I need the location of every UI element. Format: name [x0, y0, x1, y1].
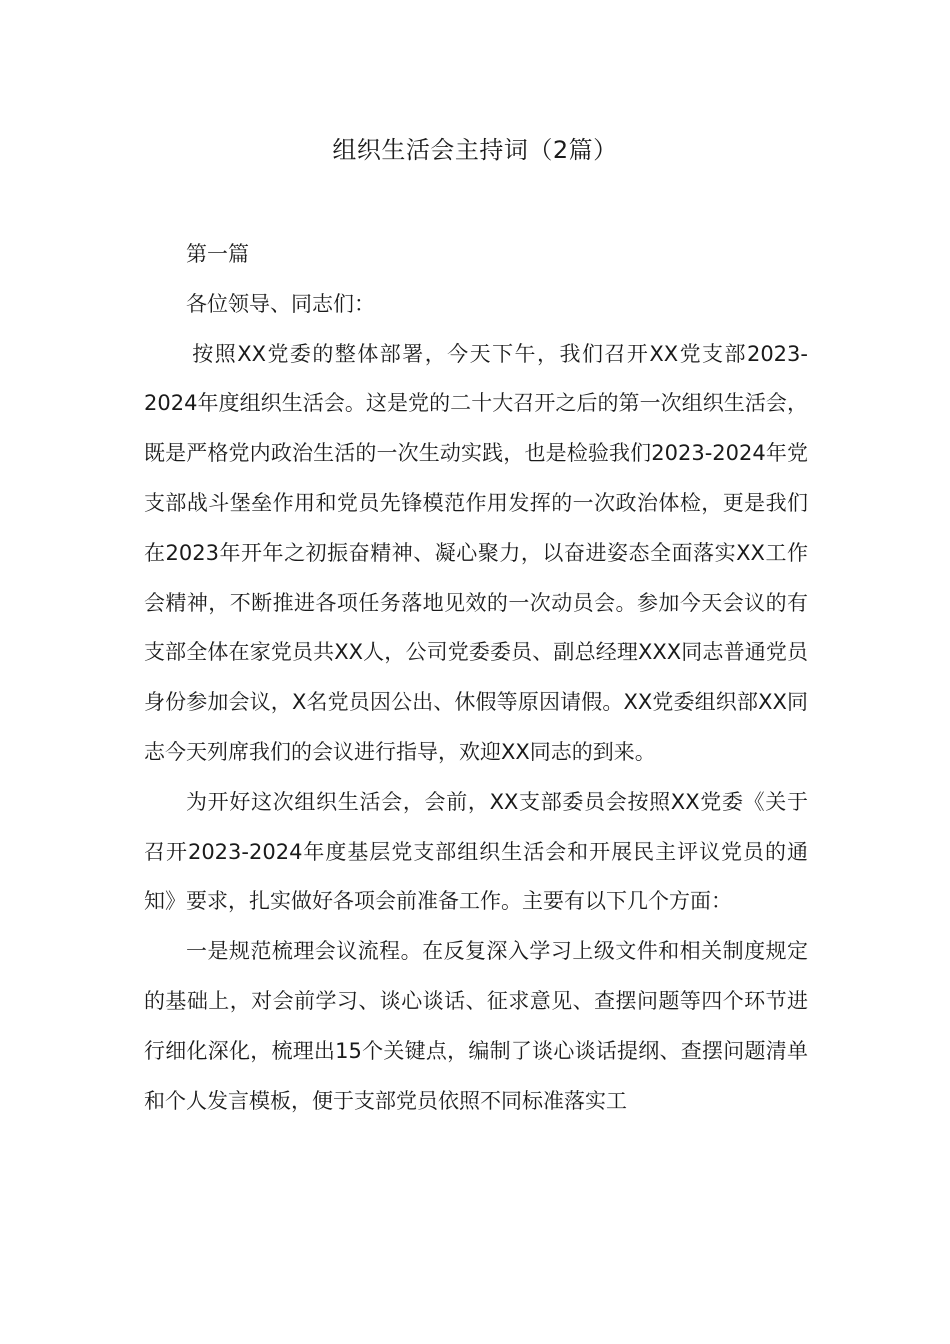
- document-body: [144, 230, 808, 1126]
- section-heading: 第一篇: [186, 242, 249, 266]
- greeting-line: 各位领导、同志们：: [186, 291, 375, 316]
- document-title: 组织生活会主持词（2篇）: [332, 136, 618, 164]
- paragraph-point-one: 一是规范梳理会议流程。在反复深入学习上级文件和相关制度规定的基础上，对会前学习、谈心谈话、征求意见、查摆问题等四个环节进行细化深化，梳理出15个关键点，编制了谈心谈话提纲、查摆问题清单和个人发言模板，便于支部党员依照不同标准落实工: [144, 939, 808, 1113]
- paragraph-opening: 按照XX党委的整体部署，今天下午，我们召开XX党支部2023-2024年度组织生活会。这是党的二十大召开之后的第一次组织生活会，既是严格党内政治生活的一次生动实践，也是检验我们2023-2024年党支部战斗堡垒作用和党员先锋模范作用发挥的一次政治体检，更是我们在2023年开年之初振奋精神、凝心聚力，以奋进姿态全面落实XX工作会精神，不断推进各项任务落地见效的一次动员会。参加今天会议的有支部全体在家党员共XX人，公司党委委员、副总经理XXX同志普通党员身份参加会议，X名党员因公出、休假等原因请假。XX党委组织部XX同志今天列席我们的会议进行指导，欢迎XX同志的到来。: [144, 341, 808, 764]
- paragraph-preparation: 为开好这次组织生活会，会前，XX支部委员会按照XX党委《关于召开2023-2024年度基层党支部组织生活会和开展民主评议党员的通知》要求，扎实做好各项会前准备工作。主要有以下几个方面：: [144, 789, 808, 914]
